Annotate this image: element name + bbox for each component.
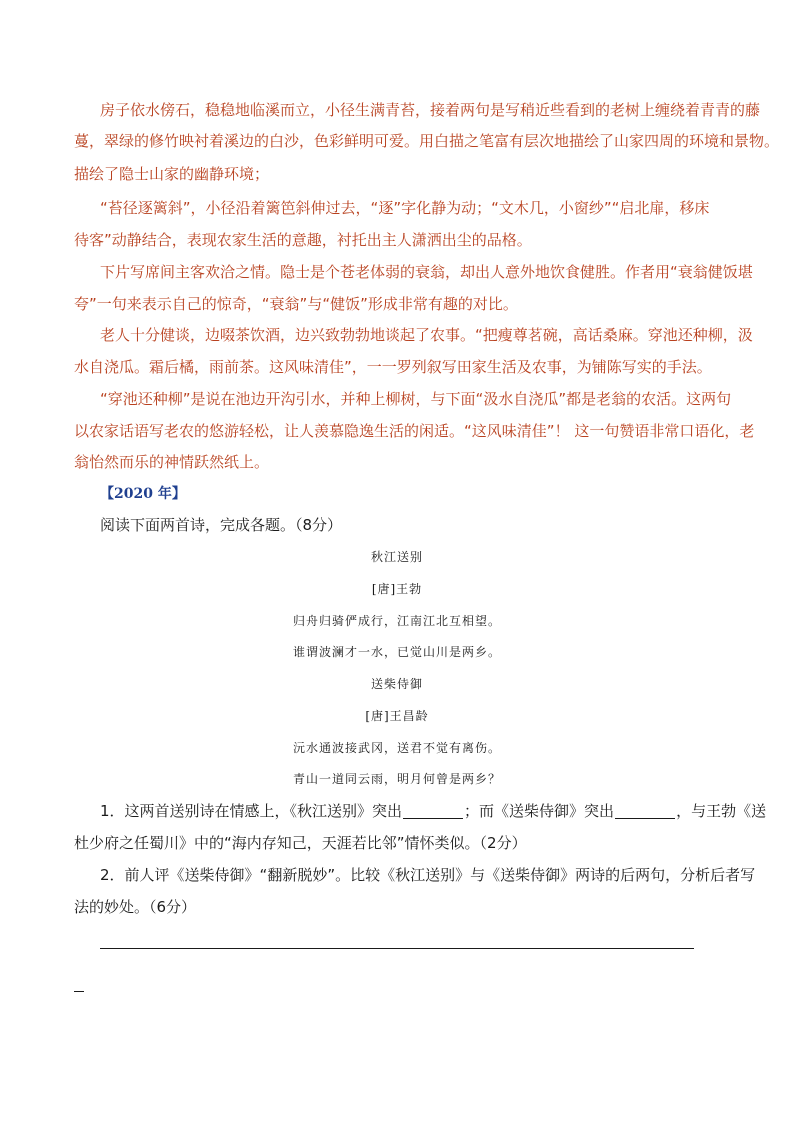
paragraph-2-line-1: “苔径逐篱斜”，小径沿着篱笆斜伸过去，“逐”字化静为动；“文木几，小窗纱”“启北扉，移床	[100, 199, 710, 217]
answer-line-stub	[74, 991, 84, 992]
poem-2-title: 送柴侍御	[370, 677, 423, 691]
poem-2-line-1: 沅水通波接武冈，送君不觉有离伤。	[292, 741, 501, 755]
question-1-line-2: 杜少府之任蜀川》中的“海内存知己，天涯若比邻”情怀类似。（2分）	[74, 834, 527, 852]
poem-2-line-2: 青山一道同云雨，明月何曾是两乡？	[292, 772, 501, 786]
instruction-text: 阅读下面两首诗，完成各题。（8分）	[100, 516, 343, 534]
poem-1-line-1: 归舟归骑俨成行，江南江北互相望。	[292, 614, 501, 628]
answer-line[interactable]	[100, 948, 694, 949]
paragraph-5-line-2: 以农家话语写老农的悠游轻松，让人羡慕隐逸生活的闲适。“这风味清佳”！ 这一句赞语非常口语化，老	[74, 422, 755, 440]
poem-1-line-2: 谁谓波澜才一水，已觉山川是两乡。	[292, 645, 501, 659]
section-heading: 【2020 年】	[100, 486, 186, 502]
question-1-part-b: ；而《送柴侍御》突出	[464, 802, 615, 820]
paragraph-5-line-3: 翁怡然而乐的神情跃然纸上。	[74, 453, 270, 471]
paragraph-3-line-1: 下片写席间主客欢洽之情。隐士是个苍老体弱的衰翁，却出人意外地饮食健胜。作者用“衰翁健饭堪	[100, 263, 753, 281]
paragraph-5-line-1: “穿池还种柳”是说在池边开沟引水，并种上柳树，与下面“汲水自浇瓜”都是老翁的农活。这两句	[100, 390, 732, 408]
question-1-part-c: ，与王勃《送	[676, 802, 767, 820]
paragraph-3-line-2: 夸”一句来表示自己的惊奇，“衰翁”与“健饭”形成非常有趣的对比。	[74, 295, 518, 313]
question-1-line-1	[100, 801, 767, 821]
poem-1-title: 秋江送别	[370, 550, 423, 564]
question-2-line-1: 2．前人评《送柴侍御》“翻新脱妙”。比较《秋江送别》与《送柴侍御》两诗的后两句，分析后者写	[100, 866, 756, 884]
paragraph-4-line-2: 水自浇瓜。霜后橘，雨前茶。这风味清佳”，一一罗列叙写田家生活及农事，为铺陈写实的手法。	[74, 358, 712, 376]
paragraph-4-line-1: 老人十分健谈，边啜茶饮酒，边兴致勃勃地谈起了农事。“把瘦尊茗碗，高话桑麻。穿池还种柳，汲	[100, 326, 753, 344]
poem-2-author: [唐]王昌龄	[365, 709, 429, 723]
question-1-part-a: 1．这两首送别诗在情感上，《秋江送别》突出	[100, 802, 403, 820]
paragraph-1-line-1: 房子依水傍石，稳稳地临溪而立，小径生满青苔，接着两句是写稍近些看到的老树上缠绕着青青的藤	[100, 101, 761, 119]
paragraph-1-line-3: 描绘了隐士山家的幽静环境；	[74, 165, 270, 183]
answer-blank-1[interactable]	[403, 804, 463, 819]
answer-blank-2[interactable]	[615, 804, 675, 819]
paragraph-1-line-2: 蔓，翠绿的修竹映衬着溪边的白沙，色彩鲜明可爱。用白描之笔富有层次地描绘了山家四周的环境和景物。	[74, 132, 780, 150]
question-2-line-2: 法的妙处。（6分）	[74, 898, 197, 916]
poem-1-author: [唐]王勃	[371, 582, 423, 596]
paragraph-2-line-2: 待客”动静结合，表现农家生活的意趣，衬托出主人潇洒出尘的品格。	[74, 231, 532, 249]
